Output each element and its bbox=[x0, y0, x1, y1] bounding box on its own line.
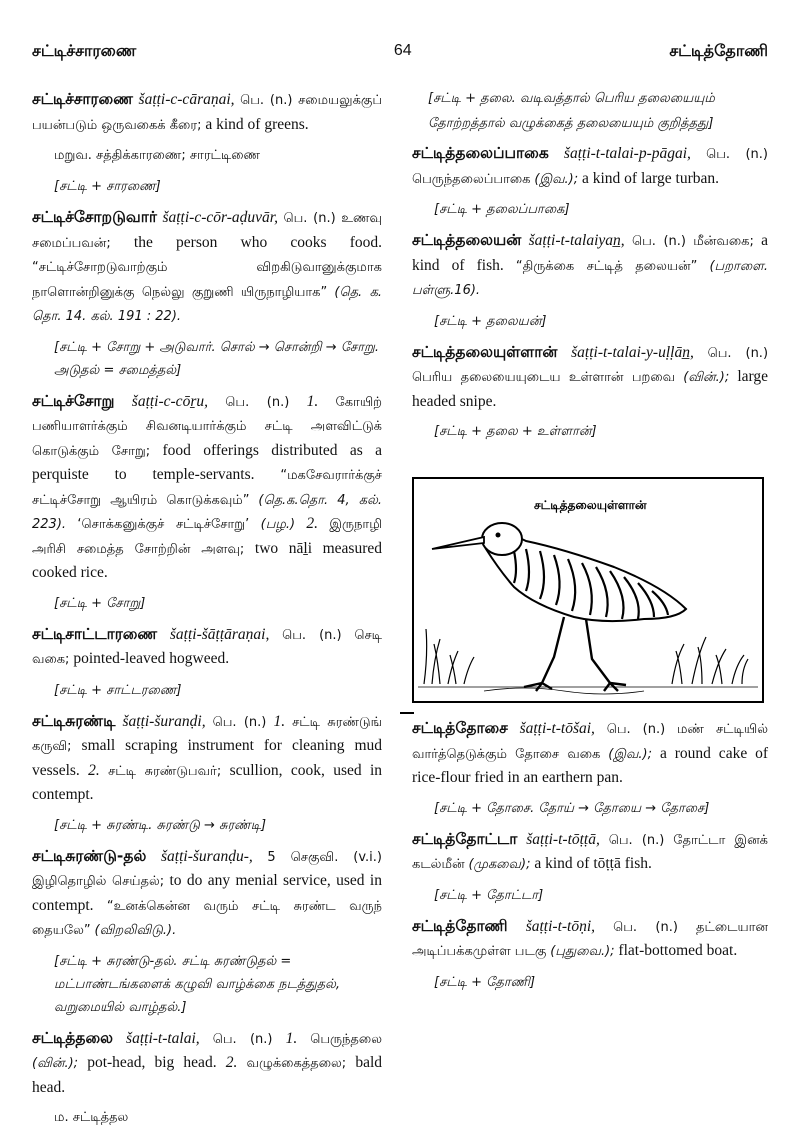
right-column-top bbox=[412, 86, 768, 451]
english-definition: a kind of tōṭṭā fish. bbox=[534, 855, 652, 872]
headword: சட்டிச்சோறு bbox=[32, 391, 115, 410]
headword: சட்டிச்சாரணை bbox=[32, 90, 133, 108]
english-definition: bald head. bbox=[32, 1054, 383, 1096]
tamil-definition: சட்டி சுரண்டுபவர்; bbox=[108, 763, 222, 779]
etymology: [சட்டி + தோட்டா] bbox=[434, 887, 544, 903]
part-of-speech: பெ. (n.) bbox=[613, 919, 678, 935]
headword: சட்டித்தோசை bbox=[412, 719, 508, 737]
page-number: 64 bbox=[393, 42, 412, 59]
transliteration: šaṭṭi-t-talai-y-uḷḷān̲, bbox=[571, 343, 694, 361]
etymology: [சட்டி + சோறு + அடுவார். சொல் → சொன்றி → சோறு. அடுதல் = சமைத்தல்] bbox=[54, 339, 380, 378]
part-of-speech: பெ. (n.) bbox=[225, 394, 290, 410]
part-of-speech: 5 செகுவி. (v.i.) bbox=[267, 849, 382, 865]
entry-satti-surandu-tal bbox=[32, 845, 382, 943]
snipe-illustration bbox=[412, 477, 764, 703]
etymology: [சட்டி + சாட்டரணை] bbox=[54, 682, 182, 698]
transliteration: šaṭṭi-t-tōṭṭā, bbox=[526, 830, 600, 848]
running-head-right: சட்டித்தோணி bbox=[669, 40, 768, 60]
english-definition: two nāḻi measured cooked rice. bbox=[32, 539, 383, 581]
transliteration: šaṭṭi-t-tōšai, bbox=[519, 720, 595, 737]
sense-number: 2. bbox=[225, 1054, 238, 1071]
etymology: [சட்டி + சுரண்டி. சுரண்டு → சுரண்டி] bbox=[54, 817, 267, 833]
tamil-definition: உணவு சமைப்பவன்; bbox=[32, 211, 382, 251]
citation-source: (வின்.); bbox=[32, 1056, 79, 1071]
tamil-definition: சட்டி சுரண்டுங் கருவி; bbox=[32, 714, 383, 754]
part-of-speech: பெ. (n.) bbox=[606, 722, 666, 737]
english-definition: pointed-leaved hogweed. bbox=[73, 650, 230, 667]
tamil-definition: பெருந்தலைப்பாகை bbox=[412, 171, 531, 187]
right-column-bottom bbox=[412, 717, 768, 1002]
citation-source: (இவ.); bbox=[608, 746, 653, 762]
citation-quote: “சட்டிச்சோறடுவாற்கும் விறகிடுவானுக்குமாக நாளொன்றினுக்கு நெல்லு குறுணி யிருநாழியாக” bbox=[32, 260, 382, 300]
english-definition: a round cake of rice-flour fried in an earthern pan. bbox=[412, 744, 769, 786]
entry-satti-t-tosai bbox=[412, 717, 768, 790]
transliteration: šaṭṭi-c-cōr-aḍuvār, bbox=[162, 209, 278, 226]
transliteration: šaṭṭi-c-cāraṇai, bbox=[138, 91, 235, 108]
citation-quote: “மகசேவரார்க்குச் சட்டிச்சோறு ஆயிரம் கொடுக்கவும்” bbox=[32, 468, 382, 508]
tamil-definition: மண் சட்டியில் வார்த்தெடுக்கும் தோசை வகை bbox=[412, 722, 768, 762]
entry-satti-sattaranai bbox=[32, 623, 382, 672]
headword: சட்டித்தோணி bbox=[412, 916, 508, 935]
citation-source: (முகவை); bbox=[468, 857, 531, 872]
etymology: [சட்டி + சோறு] bbox=[54, 595, 146, 611]
snipe-bird-drawing bbox=[414, 479, 762, 701]
entry-satti-t-toni bbox=[412, 915, 768, 964]
synonyms: மறுவ. சத்திக்காரணை; சாரட்டிணை bbox=[54, 148, 261, 163]
citation-quote: “திருக்கை சட்டித் தலையன்” bbox=[515, 258, 698, 274]
english-definition: a kind of greens. bbox=[205, 115, 309, 133]
citation-quote: “உனக்கென்ன வரும் சட்டி சுரண்ட வருந் தையலே” bbox=[32, 898, 382, 938]
transliteration: šaṭṭi-šuranḍi, bbox=[122, 712, 206, 730]
etymology: [சட்டி + சாரணை] bbox=[54, 179, 161, 194]
part-of-speech: பெ. (n.) bbox=[282, 627, 342, 643]
entry-satti-surandi bbox=[32, 710, 382, 807]
sense-number: 1. bbox=[273, 712, 286, 730]
etymology: [சட்டி + தோணி] bbox=[434, 974, 536, 990]
transliteration: šaṭṭi-t-tōṇi, bbox=[525, 917, 596, 935]
part-of-speech: பெ. (n.) bbox=[212, 714, 267, 730]
citation-source: (பறாளை. பள்ளு.16). bbox=[412, 258, 769, 298]
transliteration: šaṭṭi-t-talai, bbox=[126, 1029, 200, 1047]
citation-source: (விறலிவிடு.). bbox=[94, 923, 177, 938]
part-of-speech: பெ. (n.) bbox=[283, 211, 336, 226]
headword: சட்டிசுரண்டி bbox=[32, 711, 116, 730]
english-definition: pot-head, big head. bbox=[87, 1054, 217, 1071]
etymology: [சட்டி + சுரண்டு-தல். சட்டி சுரண்டுதல் = மட்பாண்டங்களைக் கழுவி வாழ்க்கை நடத்துதல், வறுமையில் வாழ்தல்.] bbox=[54, 953, 341, 1015]
tamil-definition: பெருந்தலை bbox=[310, 1031, 382, 1047]
etymology-continued: [சட்டி + தலை. வடிவத்தால் பெரிய தலையையும் தோற்றத்தால் வழுக்கைத் தலையையும் குறித்தது] bbox=[428, 91, 715, 131]
entry-satti-t-talaiyan bbox=[412, 229, 768, 303]
entry-satti-c-coru bbox=[32, 390, 382, 585]
entry-satti-t-totta bbox=[412, 828, 768, 877]
sense-number: 2. bbox=[306, 515, 319, 532]
tamil-definition: இழிதொழில் செய்தல்; bbox=[32, 874, 165, 889]
headword: சட்டித்தலை bbox=[32, 1028, 113, 1047]
tamil-definition: தோட்டா இனக் கடல்மீன் bbox=[412, 832, 768, 872]
sense-number: 1. bbox=[285, 1029, 298, 1047]
headword: சட்டிச்சோறடுவார் bbox=[32, 208, 157, 226]
citation-source: (இவ.); bbox=[534, 171, 579, 187]
figure-caption: சட்டித்தலையுள்ளான் bbox=[534, 498, 647, 512]
headword: சட்டித்தலைப்பாகை bbox=[412, 144, 549, 162]
citation-quote: ‘சொக்கனுக்குச் சட்டிச்சோறு’ bbox=[77, 517, 250, 532]
entry-satti-t-talai-y-ullan bbox=[412, 341, 768, 414]
english-definition: a kind of fish. bbox=[412, 232, 769, 274]
transliteration: šaṭṭi-t-talai-p-pāgai, bbox=[563, 145, 691, 162]
headword: சட்டித்தோட்டா bbox=[412, 829, 518, 848]
citation-source: (வின்.); bbox=[683, 370, 730, 385]
left-column bbox=[32, 88, 382, 1137]
transliteration: šaṭṭi-t-talaiyan̲, bbox=[528, 232, 625, 249]
etymology: [சட்டி + தலையன்] bbox=[434, 313, 547, 329]
part-of-speech: பெ. (n.) bbox=[240, 93, 293, 108]
entry-satti-c-cor-aduvar bbox=[32, 206, 382, 329]
citation-source: (தெ. க. தொ. 14. கல். 191 : 22). bbox=[32, 284, 383, 324]
headword: சட்டித்தலையன் bbox=[412, 231, 522, 249]
headword: சட்டிசாட்டாரணை bbox=[32, 624, 158, 643]
part-of-speech: பெ. (n.) bbox=[212, 1031, 273, 1047]
sense-number: 2. bbox=[88, 761, 100, 779]
citation-source: (தெ.க.தொ. 4, கல். 223). bbox=[32, 492, 383, 532]
english-definition: food offerings distributed as a perquiste to temple-servants. bbox=[32, 441, 382, 483]
tamil-definition: பெரிய தலையையுடைய உள்ளான் பறவை bbox=[412, 370, 676, 385]
entry-satti-t-talai-p-pagai bbox=[412, 142, 768, 191]
tamil-definition: சமையலுக்குப் பயன்படும் ஒருவகைக் கீரை; bbox=[32, 93, 383, 133]
part-of-speech: பெ. (n.) bbox=[707, 345, 769, 361]
etymology: [சட்டி + தலைப்பாகை] bbox=[434, 202, 570, 217]
citation-source: (பழ.) bbox=[260, 517, 296, 532]
part-of-speech: பெ. (n.) bbox=[706, 147, 769, 162]
tamil-definition: கோயிற் பணியாளர்க்கும் சிவனடியார்க்கும் சட்டி அளவிட்டுக் கொடுக்கும் சோறு; bbox=[32, 394, 383, 459]
transliteration: šaṭṭi-šuranḍu-, bbox=[161, 847, 253, 865]
tamil-definition: தட்டையான அடிப்பக்கமுள்ள படகு bbox=[412, 919, 769, 959]
sense-number: 1. bbox=[306, 392, 319, 410]
english-definition: scullion, cook, used in contempt. bbox=[32, 761, 383, 803]
etymology: [சட்டி + தலை + உள்ளான்] bbox=[434, 424, 597, 439]
entry-satti-t-talai bbox=[32, 1027, 382, 1100]
part-of-speech: பெ. (n.) bbox=[608, 832, 665, 848]
running-head-left: சட்டிச்சாரணை bbox=[32, 40, 137, 60]
transliteration: šaṭṭi-šāṭṭāraṇai, bbox=[169, 625, 270, 643]
english-definition: flat-bottomed boat. bbox=[618, 942, 738, 959]
english-definition: a kind of large turban. bbox=[582, 169, 720, 187]
english-definition: the person who cooks food. bbox=[133, 233, 382, 251]
tamil-definition: மீன்வகை; bbox=[693, 234, 754, 249]
transliteration: šaṭṭi-c-cōṟu, bbox=[131, 392, 208, 410]
cognate: ம. சட்டித்தல bbox=[54, 1110, 129, 1125]
etymology: [சட்டி + தோசை. தோய் → தோயை → தோசை] bbox=[434, 800, 710, 816]
entry-satti-c-caranai bbox=[32, 88, 382, 137]
divider bbox=[400, 712, 414, 714]
running-head bbox=[32, 38, 768, 64]
tamil-definition: செடி வகை; bbox=[32, 627, 383, 667]
tamil-definition: இருநாழி அரிசி சமைத்த சோற்றின் அளவு; bbox=[32, 517, 383, 557]
citation-source: (புதுவை.); bbox=[550, 944, 615, 959]
english-definition: small scraping instrument for cleaning mud vessels. bbox=[32, 737, 383, 779]
english-definition: to do any menial service, used in contempt. bbox=[32, 872, 382, 914]
part-of-speech: பெ. (n.) bbox=[631, 234, 686, 249]
headword: சட்டிசுரண்டு-தல் bbox=[32, 846, 147, 865]
english-definition: large headed snipe. bbox=[412, 368, 769, 410]
headword: சட்டித்தலையுள்ளான் bbox=[412, 342, 558, 361]
tamil-definition: வழுக்கைத்தலை; bbox=[246, 1056, 347, 1071]
